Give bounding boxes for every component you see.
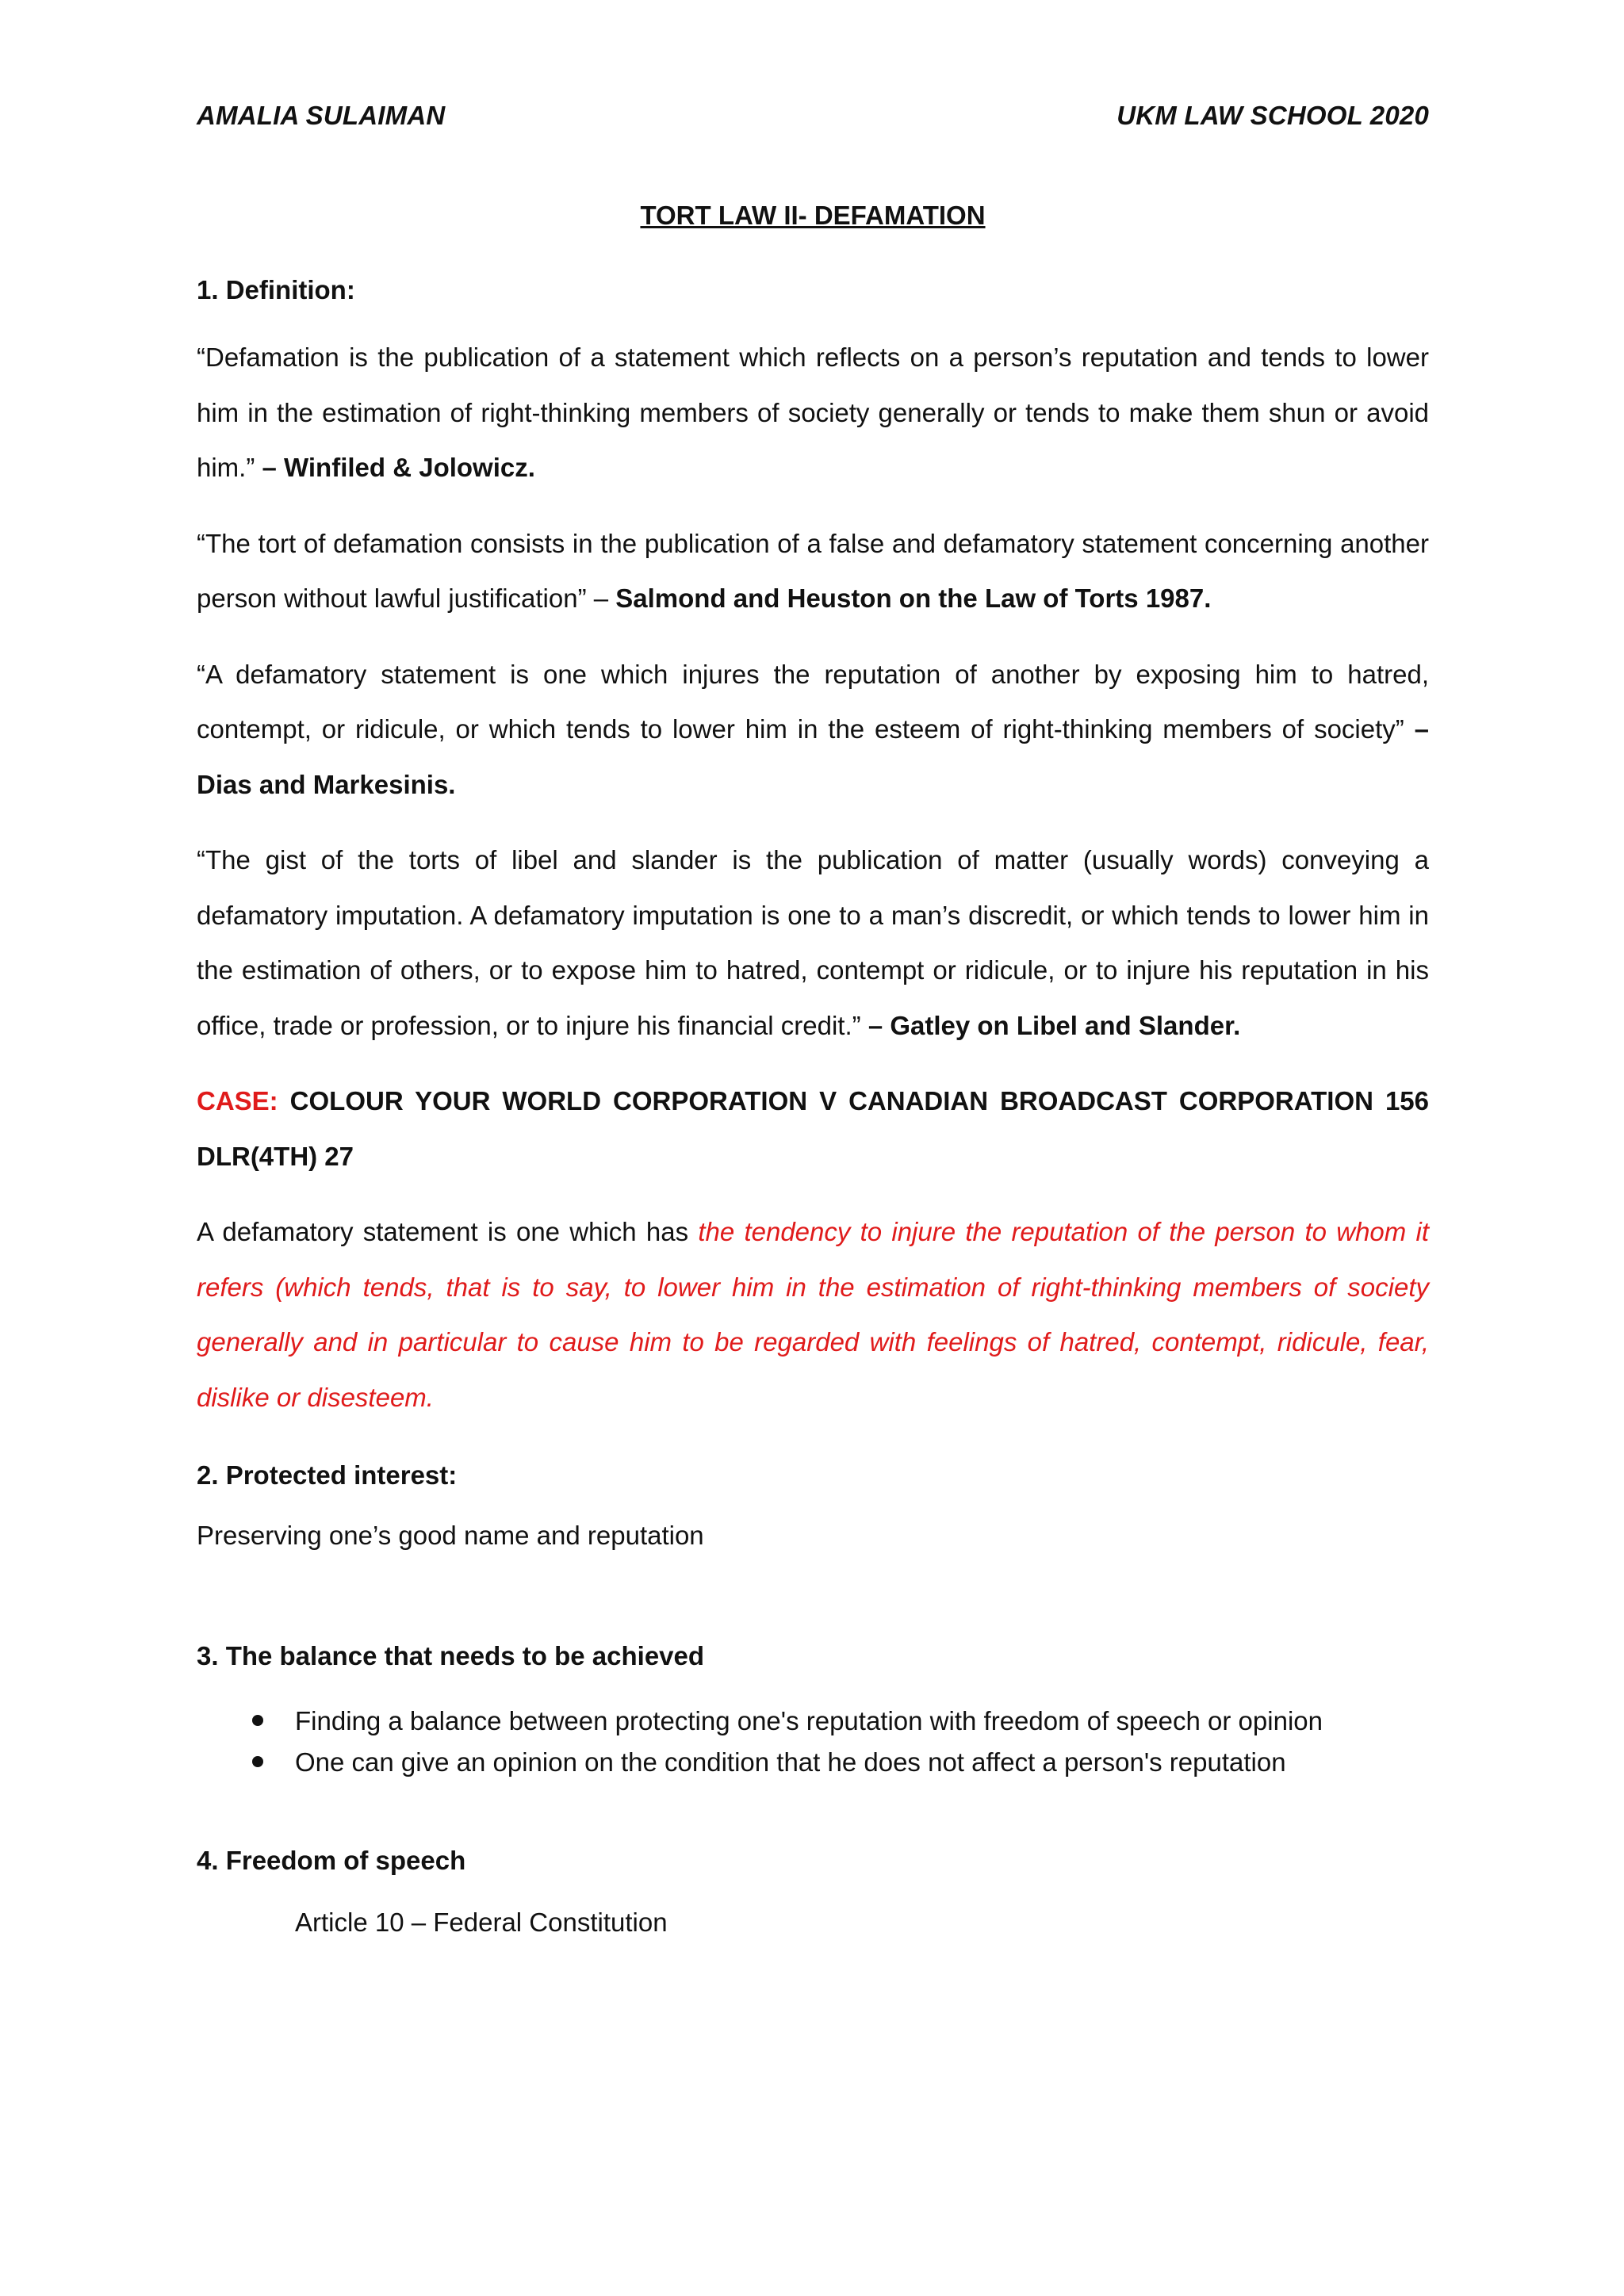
- quote-text: “Defamation is the publication of a statement which reflects on a person’s reputation and tends to lower him in the estimation of right-thinking members of society generally or tends to make them shun or avoid him.”: [197, 342, 1429, 482]
- definition-quote-gatley: [197, 832, 1429, 1053]
- definition-quote-dias: [197, 647, 1429, 813]
- header-author: AMALIA SULAIMAN: [197, 101, 446, 130]
- quote-source: – Winfiled & Jolowicz.: [262, 453, 535, 482]
- case-holding: [197, 1204, 1429, 1425]
- page-header: [197, 94, 1429, 138]
- list-item-text: One can give an opinion on the condition that he does not affect a person's reputation: [295, 1747, 1286, 1777]
- page-content: [197, 94, 1429, 1945]
- section-heading-balance: 3. The balance that needs to be achieved: [197, 1641, 705, 1670]
- case-citation: [197, 1073, 1429, 1184]
- quote-source: – Gatley on Libel and Slander.: [868, 1010, 1241, 1040]
- case-name: COLOUR YOUR WORLD CORPORATION V CANADIAN BROADCAST CORPORATION 156 DLR(4TH) 27: [197, 1086, 1429, 1171]
- definition-quote-winfield: [197, 330, 1429, 496]
- list-item-text: Finding a balance between protecting one's reputation with freedom of speech or opinion: [295, 1706, 1323, 1735]
- quote-text: “The gist of the torts of libel and slander is the publication of matter (usually words) conveying a defamatory imputation. A defamatory imputation is one to a man’s discredit, or which tends to lower him in the estimation of others, or to expose him to hatred, contempt or ridicule, or to injure his reputation in his office, trade or profession, or to injure his financial credit.”: [197, 845, 1429, 1040]
- section-heading-freedom-of-speech: 4. Freedom of speech: [197, 1846, 466, 1875]
- definition-quote-salmond: [197, 516, 1429, 626]
- header-institution: UKM LAW SCHOOL 2020: [1116, 101, 1429, 130]
- quote-source: – Dias and Markesinis.: [197, 714, 1429, 799]
- section-heading-definition: 1. Definition:: [197, 275, 355, 304]
- freedom-of-speech-text: Article 10 – Federal Constitution: [295, 1908, 668, 1937]
- section-heading-protected-interest: 2. Protected interest:: [197, 1460, 458, 1490]
- bullet-icon: [252, 1715, 263, 1726]
- quote-source: Salmond and Heuston on the Law of Torts 1987.: [615, 584, 1212, 613]
- case-label: CASE:: [197, 1086, 278, 1115]
- protected-interest-text: Preserving one’s good name and reputation: [197, 1521, 704, 1550]
- quote-text: “The tort of defamation consists in the publication of a false and defamatory statement concerning another person without lawful justification” –: [197, 528, 1429, 613]
- document-title: TORT LAW II- DEFAMATION: [640, 201, 986, 230]
- bullet-icon: [252, 1756, 263, 1767]
- quote-text: “A defamatory statement is one which injures the reputation of another by exposing him to hatred, contempt, or ridicule, or which tends to lower him in the esteem of right-thinking members of society”: [197, 659, 1429, 744]
- case-holding-intro: A defamatory statement is one which has: [197, 1217, 699, 1246]
- list-item: [295, 1742, 1429, 1783]
- list-item: [295, 1701, 1429, 1742]
- case-holding-emphasis: the tendency to injure the reputation of the person to whom it refers (which tends, that is to say, to lower him in the estimation of right-thinking members of society generally and in particular to cause him to be regarded with feelings of hatred, contempt, ridicule, fear, dislike or disesteem.: [197, 1217, 1430, 1412]
- balance-bullet-list: [197, 1701, 1429, 1783]
